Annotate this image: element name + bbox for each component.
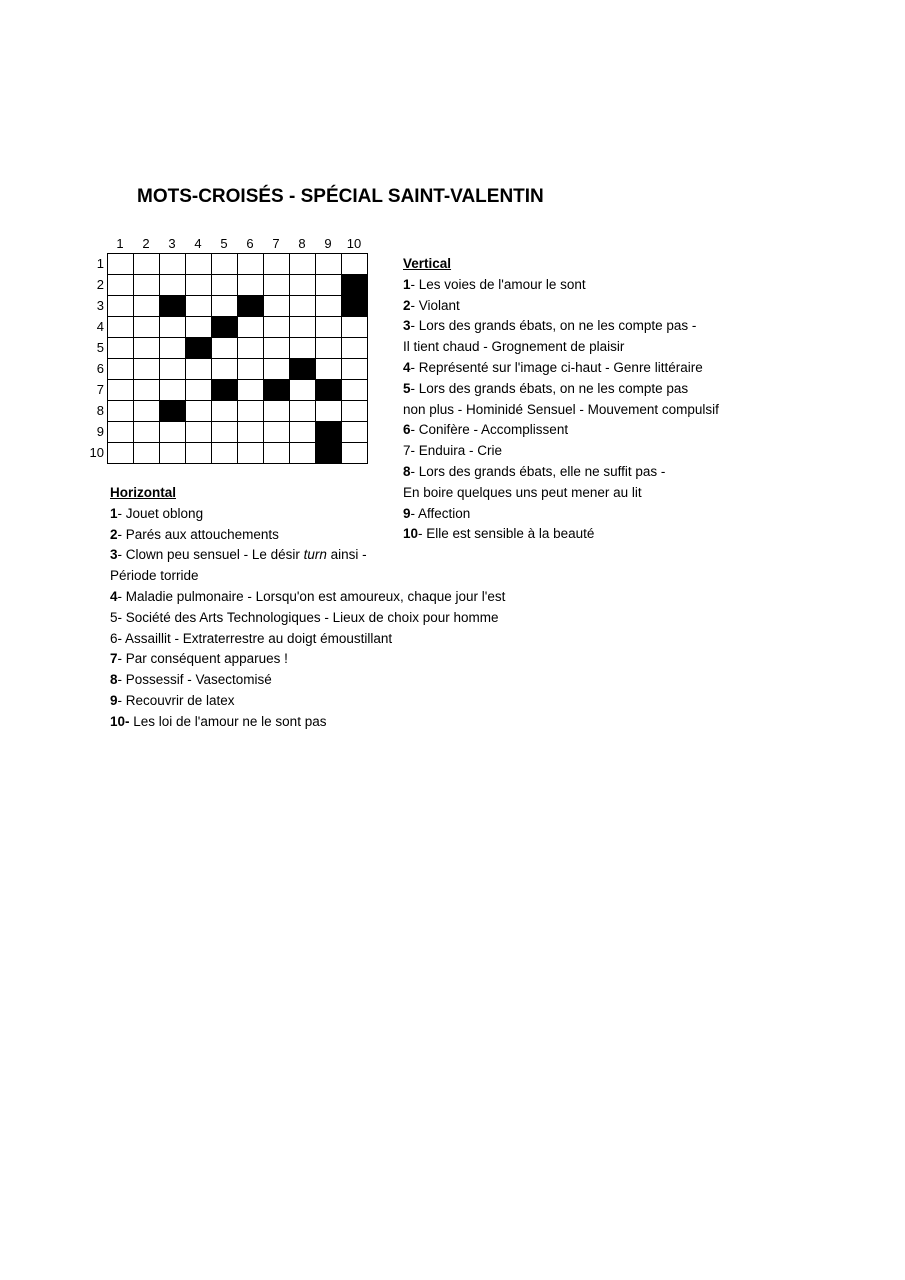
grid-cell[interactable] [316,401,342,422]
grid-cell-black [186,338,212,359]
clue-number: 2 [403,297,411,313]
grid-cell[interactable] [186,401,212,422]
column-number: 7 [272,236,280,251]
grid-cell[interactable] [160,254,186,275]
vertical-clue-line [403,462,719,483]
grid-cell[interactable] [160,422,186,443]
grid-cell[interactable] [186,317,212,338]
grid-cell[interactable] [238,317,264,338]
grid-cell[interactable] [186,359,212,380]
column-number: 6 [246,236,254,251]
grid-cell[interactable] [316,359,342,380]
clue-text: 5- Société des Arts Technologiques - Lieux de choix pour homme [110,609,499,625]
grid-cell[interactable] [290,275,316,296]
column-number: 3 [168,236,176,251]
clue-text: Il tient chaud - Grognement de plaisir [403,339,625,355]
grid-cell[interactable] [134,254,160,275]
column-number: 8 [298,236,306,251]
grid-cell[interactable] [238,254,264,275]
grid-cell-black [160,401,186,422]
vertical-clue-line [403,358,719,379]
clue-number: 3 [403,318,411,334]
grid-cell[interactable] [212,401,238,422]
horizontal-clue-line [110,629,505,650]
grid-cell[interactable] [342,359,368,380]
grid-cell[interactable] [290,380,316,401]
clue-text: - Lors des grands ébats, on ne les compte pas [410,380,689,396]
grid-cell[interactable] [186,380,212,401]
grid-cell-black [316,443,342,464]
clue-number: 2 [110,526,118,542]
clue-text: - Recouvrir de latex [117,692,235,708]
grid-cell[interactable] [264,359,290,380]
grid-cell[interactable] [342,254,368,275]
grid-cell[interactable] [134,338,160,359]
grid-cell[interactable] [238,443,264,464]
clue-text: En boire quelques uns peut mener au lit [403,484,642,500]
grid-cell[interactable] [186,275,212,296]
grid-cell[interactable] [108,380,134,401]
grid-cell[interactable] [316,296,342,317]
grid-cell[interactable] [108,359,134,380]
grid-cell[interactable] [160,338,186,359]
grid-cell[interactable] [186,254,212,275]
clue-text: - Affection [410,505,471,521]
column-number: 10 [346,236,362,251]
clue-text: - Maladie pulmonaire - Lorsqu'on est amoureux, chaque jour l'est [117,588,506,604]
grid-cell-black [212,380,238,401]
crossword-grid [107,253,368,464]
grid-cell-black [290,359,316,380]
clue-text: - Jouet oblong [117,505,204,521]
grid-cell[interactable] [290,443,316,464]
grid-cell[interactable] [264,338,290,359]
clue-number: 7 [110,651,118,667]
horizontal-clue-line [110,587,505,608]
grid-cell[interactable] [160,317,186,338]
horizontal-clue-line [110,608,505,629]
grid-cell[interactable] [160,275,186,296]
clue-text: - Les voies de l'amour le sont [410,276,586,292]
grid-cell[interactable] [186,443,212,464]
row-number: 5 [96,340,104,355]
grid-cell[interactable] [108,443,134,464]
vertical-clue-line [403,316,719,337]
clue-number: 8 [110,672,118,688]
grid-cell[interactable] [316,254,342,275]
horizontal-clue-line [110,649,505,670]
page-title: MOTS-CROISÉS - SPÉCIAL SAINT-VALENTIN [137,186,544,207]
grid-cell[interactable] [134,443,160,464]
horizontal-clue-line [110,712,505,733]
row-number: 2 [96,277,104,292]
clue-text: Période torride [110,568,199,584]
clue-number: 4 [403,359,411,375]
clue-number: 10- [110,713,130,729]
column-number: 9 [324,236,332,251]
horizontal-clue-line [110,504,505,525]
grid-cell[interactable] [290,422,316,443]
vertical-clue-line [403,400,719,421]
grid-cell-black [264,380,290,401]
row-number: 1 [96,256,104,271]
clue-text: - Par conséquent apparues ! [117,651,288,667]
clue-text: - Lors des grands ébats, elle ne suffit pas - [410,463,666,479]
grid-cell[interactable] [290,401,316,422]
vertical-clue-line [403,296,719,317]
grid-cell[interactable] [186,296,212,317]
grid-cell[interactable] [342,422,368,443]
clue-text: - Lors des grands ébats, on ne les compte pas - [410,318,697,334]
grid-cell-black [212,317,238,338]
grid-cell-black [316,380,342,401]
clue-number: 8 [403,463,411,479]
vertical-clue-line [403,420,719,441]
clue-text: Les loi de l'amour ne le sont pas [129,713,327,729]
grid-cell[interactable] [108,296,134,317]
grid-cell[interactable] [238,380,264,401]
clue-text: - Possessif - Vasectomisé [117,672,272,688]
horizontal-clue-line [110,691,505,712]
grid-cell[interactable] [342,443,368,464]
grid-cell[interactable] [108,254,134,275]
grid-cell[interactable] [212,338,238,359]
grid-cell[interactable] [134,401,160,422]
clue-text: non plus - Hominidé Sensuel - Mouvement compulsif [403,401,719,417]
grid-cell[interactable] [316,338,342,359]
clue-text: - Violant [410,297,460,313]
grid-cell[interactable] [212,443,238,464]
clue-text: - Représenté sur l'image ci-haut - Genre littéraire [410,359,703,375]
grid-cell[interactable] [264,275,290,296]
horizontal-clue-line [110,525,505,546]
grid-cell[interactable] [134,317,160,338]
grid-cell[interactable] [290,317,316,338]
clue-text: 6- Assaillit - Extraterrestre au doigt émoustillant [110,630,393,646]
clue-number: 9 [403,505,411,521]
clue-number: 1 [403,276,411,292]
grid-cell-black [160,296,186,317]
grid-cell[interactable] [238,275,264,296]
column-numbers [107,236,371,252]
grid-cell[interactable] [212,254,238,275]
grid-cell[interactable] [134,422,160,443]
grid-cell[interactable] [342,317,368,338]
horizontal-heading: Horizontal [110,485,176,500]
row-number: 4 [96,319,104,334]
clue-number: 6 [403,422,411,438]
horizontal-clue-line [110,566,505,587]
grid-cell-black [342,296,368,317]
grid-cell[interactable] [134,359,160,380]
grid-cell[interactable] [264,317,290,338]
column-number: 1 [116,236,124,251]
italic-word: turn [303,547,327,563]
grid-cell[interactable] [264,443,290,464]
grid-cell[interactable] [212,422,238,443]
grid-cell-black [316,422,342,443]
clue-number: 9 [110,692,118,708]
grid-cell[interactable] [160,380,186,401]
grid-cell[interactable] [212,296,238,317]
grid-cell[interactable] [342,401,368,422]
clue-text: - Parés aux attouchements [117,526,279,542]
column-number: 4 [194,236,202,251]
grid-cell[interactable] [134,380,160,401]
row-number: 7 [96,382,104,397]
vertical-heading: Vertical [403,256,452,271]
grid-cell[interactable] [264,254,290,275]
grid-cell[interactable] [290,338,316,359]
column-number: 5 [220,236,228,251]
grid-cell[interactable] [264,422,290,443]
clue-text: - Clown peu sensuel - Le désir turn ainsi - [117,547,367,563]
vertical-clue-line [403,337,719,358]
clue-number: 4 [110,588,118,604]
grid-cell[interactable] [316,275,342,296]
grid-cell[interactable] [108,338,134,359]
grid-cell[interactable] [264,401,290,422]
grid-cell[interactable] [212,359,238,380]
grid-cell[interactable] [238,359,264,380]
clue-number: 3 [110,547,118,563]
grid-cell[interactable] [134,275,160,296]
grid-cell[interactable] [186,422,212,443]
clue-number: 10 [403,526,419,542]
grid-cell[interactable] [238,338,264,359]
horizontal-clues [110,483,505,733]
grid-cell[interactable] [212,275,238,296]
horizontal-clue-line [110,545,505,566]
grid-cell[interactable] [160,443,186,464]
grid-cell[interactable] [134,296,160,317]
grid-cell-black [342,275,368,296]
clue-text: - Elle est sensible à la beauté [418,526,595,542]
clue-number: 5 [403,380,411,396]
grid-cell[interactable] [160,359,186,380]
clue-number: 1 [110,505,118,521]
clue-text: - Conifère - Accomplissent [410,422,569,438]
grid-cell[interactable] [108,317,134,338]
grid-cell[interactable] [108,422,134,443]
vertical-clue-line [403,441,719,462]
grid-cell[interactable] [290,296,316,317]
horizontal-clue-line [110,670,505,691]
grid-cell[interactable] [316,317,342,338]
grid-cell[interactable] [238,422,264,443]
clue-text: 7- Enduira - Crie [403,443,503,459]
vertical-clue-line [403,379,719,400]
row-number: 6 [96,361,104,376]
row-number: 10 [89,445,104,460]
grid-cell[interactable] [290,254,316,275]
grid-cell[interactable] [108,275,134,296]
column-number: 2 [142,236,150,251]
grid-cell[interactable] [342,380,368,401]
grid-cell-black [238,296,264,317]
grid-cell[interactable] [238,401,264,422]
row-number: 3 [96,298,104,313]
row-number: 8 [96,403,104,418]
row-number: 9 [96,424,104,439]
grid-cell[interactable] [342,338,368,359]
vertical-clue-line [403,275,719,296]
grid-cell[interactable] [108,401,134,422]
grid-cell[interactable] [264,296,290,317]
